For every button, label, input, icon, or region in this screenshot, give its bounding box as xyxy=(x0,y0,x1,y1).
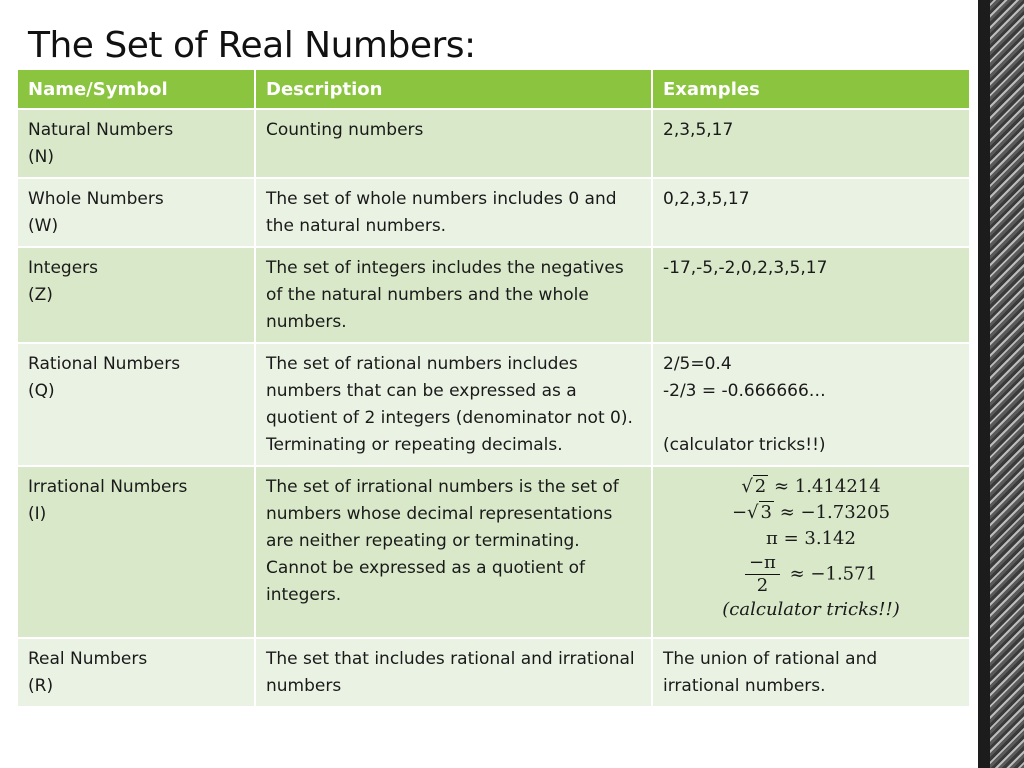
approx-value: ≈ −1.571 xyxy=(789,563,878,585)
example-line: -17,-5,-2,0,2,3,5,17 xyxy=(663,258,828,278)
set-name: Irrational Numbers xyxy=(28,477,188,497)
math-line-pi: π = 3.142 xyxy=(766,528,856,549)
examples-cell xyxy=(652,638,970,706)
examples-cell xyxy=(652,109,970,178)
set-symbol: (Z) xyxy=(28,285,53,305)
name-cell xyxy=(18,247,255,343)
table-row xyxy=(18,178,970,247)
table-row xyxy=(18,109,970,178)
table-row xyxy=(18,343,970,466)
fraction-numerator: −π xyxy=(745,552,780,575)
radicand: 3 xyxy=(760,502,772,523)
description-cell: The set of rational numbers includes numbers that can be expressed as a quotient of 2 integers (denominator not 0). Terminating or repeating decimals. xyxy=(255,343,652,466)
approx-value: ≈ 1.414214 xyxy=(773,476,881,497)
name-cell xyxy=(18,109,255,178)
sqrt-icon: √ xyxy=(747,502,759,523)
examples-cell-math xyxy=(652,466,970,638)
table-header-row xyxy=(18,70,970,109)
examples-cell xyxy=(652,178,970,247)
slide-title: The Set of Real Numbers: xyxy=(28,25,476,66)
approx-value: ≈ −1.73205 xyxy=(779,502,891,523)
set-name: Real Numbers xyxy=(28,649,148,669)
name-cell xyxy=(18,466,255,638)
set-name: Natural Numbers xyxy=(28,120,174,140)
real-numbers-table xyxy=(18,70,971,706)
math-line-sqrt2 xyxy=(663,474,959,500)
fraction-denominator: 2 xyxy=(756,575,769,596)
example-line: The union of rational and irrational numbers. xyxy=(663,649,878,696)
set-symbol: (W) xyxy=(28,216,59,236)
description-cell: The set of irrational numbers is the set of numbers whose decimal representations are neither repeating or terminating. Cannot be expressed as a quotient of integers. xyxy=(255,466,652,638)
header-examples: Examples xyxy=(652,70,970,109)
example-line: (calculator tricks!!) xyxy=(663,435,826,455)
set-name: Whole Numbers xyxy=(28,189,164,209)
example-line: 2/5=0.4 xyxy=(663,354,732,374)
set-symbol: (N) xyxy=(28,147,54,167)
radicand: 2 xyxy=(754,476,767,497)
description-cell: Counting numbers xyxy=(255,109,652,178)
example-line: 2,3,5,17 xyxy=(663,120,734,140)
minus-sign: − xyxy=(731,502,748,523)
description-cell: The set of whole numbers includes 0 and the natural numbers. xyxy=(255,178,652,247)
name-cell xyxy=(18,343,255,466)
math-line-sqrt3 xyxy=(663,500,959,526)
spacer xyxy=(663,405,959,432)
set-name: Rational Numbers xyxy=(28,354,181,374)
table-row xyxy=(18,466,970,638)
examples-cell xyxy=(652,343,970,466)
table-row xyxy=(18,638,970,706)
description-cell: The set of integers includes the negatives of the natural numbers and the whole numbers. xyxy=(255,247,652,343)
header-name-symbol: Name/Symbol xyxy=(18,70,255,109)
math-line-tricks: (calculator tricks!!) xyxy=(722,599,900,620)
description-cell: The set that includes rational and irrational numbers xyxy=(255,638,652,706)
header-description: Description xyxy=(255,70,652,109)
sqrt-icon: √ xyxy=(741,476,753,497)
set-name: Integers xyxy=(28,258,99,278)
set-symbol: (I) xyxy=(28,504,47,524)
set-symbol: (Q) xyxy=(28,381,55,401)
example-line: -2/3 = -0.666666… xyxy=(663,381,826,401)
set-symbol: (R) xyxy=(28,676,54,696)
fraction xyxy=(745,552,780,597)
decorative-side-border xyxy=(978,0,1024,768)
examples-cell xyxy=(652,247,970,343)
table-row xyxy=(18,247,970,343)
example-line: 0,2,3,5,17 xyxy=(663,189,750,209)
math-line-fraction xyxy=(663,552,959,597)
name-cell xyxy=(18,638,255,706)
name-cell xyxy=(18,178,255,247)
